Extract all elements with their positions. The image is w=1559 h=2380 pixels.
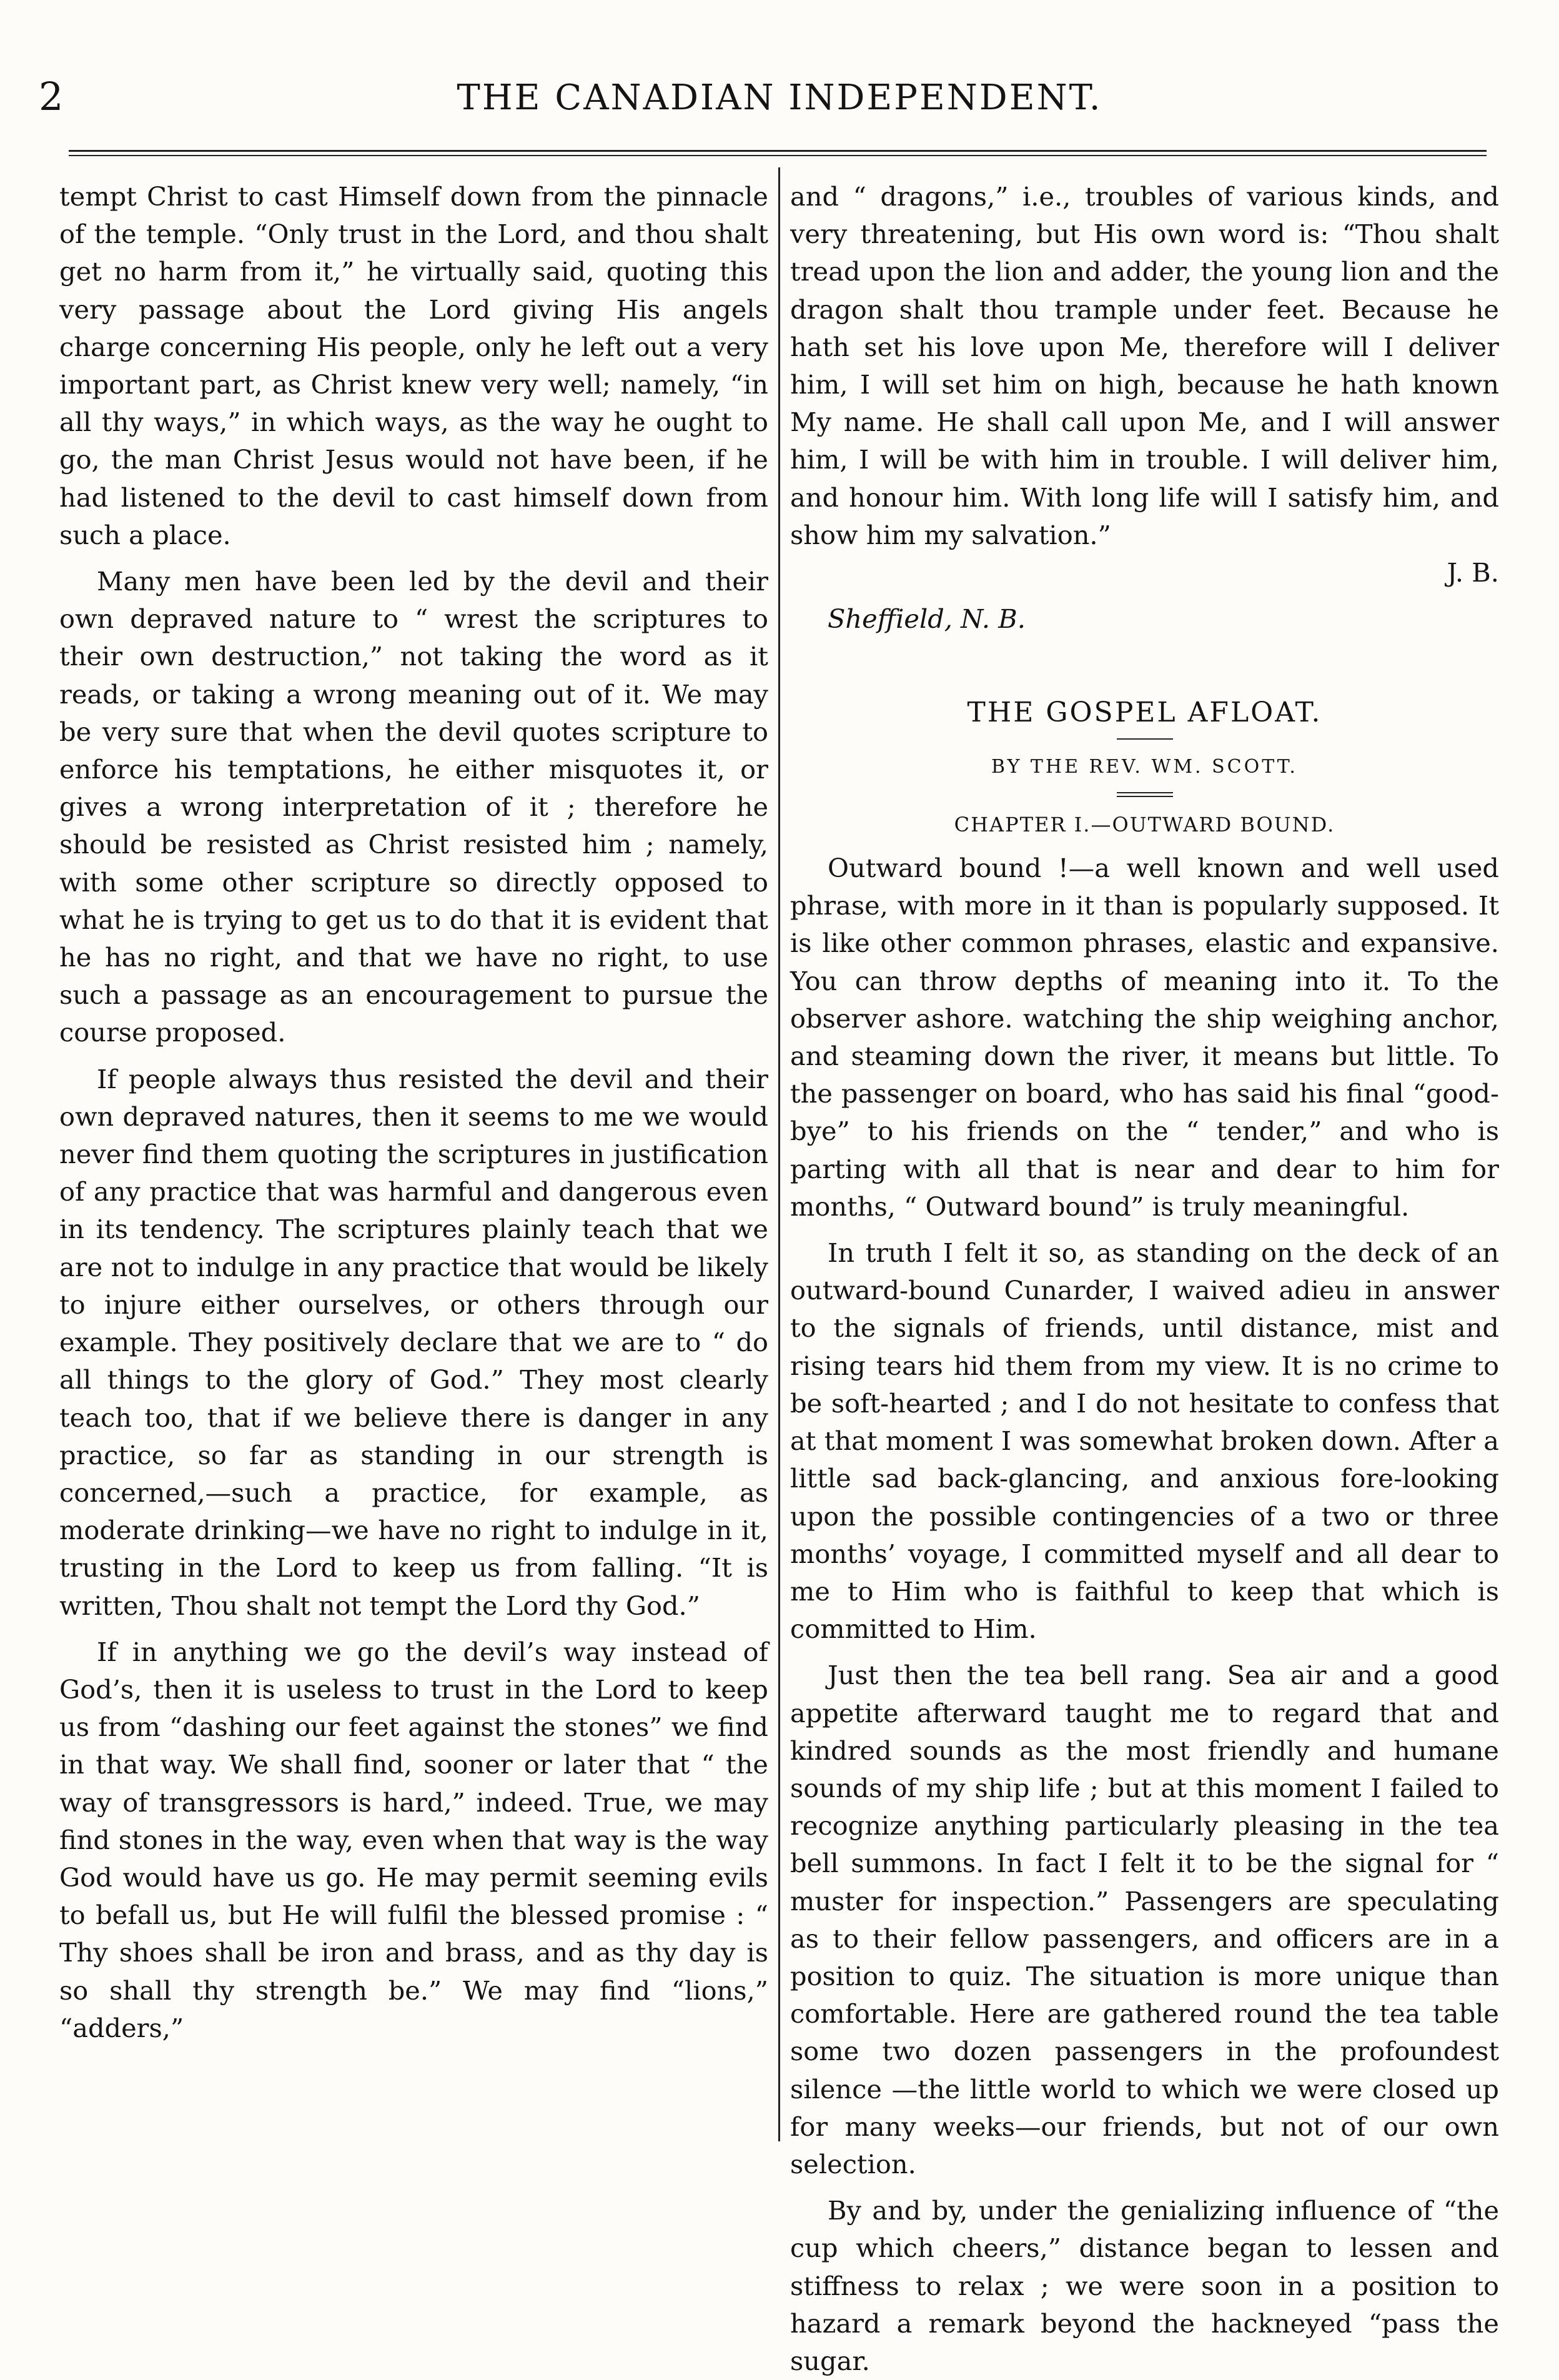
page-number: 2 [39,74,64,119]
left-paragraph-3: If people always thus resisted the devil and their own depraved natures, then it seems to me we would never find them quoting the scriptures in justification of any practice that was harmful and dangerous even in its tendency. The scriptures plainly teach that we are not to indulge in any practice that would be likely to injure either ourselves, or others through our example. They positively declare that we are to “ do all things to the glory of God.” They most clearly teach too, that if we believe there is danger in any practice, so far as standing in our strength is concerned,—such a practice, for example, as moderate drinking—we have no right to indulge in it, trusting in the Lord to keep us from falling. “It is written, Thou shalt not tempt the Lord thy God.” [59,1063,768,1621]
running-head: THE CANADIAN INDEPENDENT. [457,77,1102,118]
header-rule-bottom [69,155,1487,156]
author-rule [1117,792,1173,797]
left-column [59,178,768,2047]
left-paragraph-1: tempt Christ to cast Himself down from the pinnacle of the temple. “Only trust in the Lord, and thou shalt get no harm from it,” he virtually said, quoting this very passage about the Lord giving His angels charge concerning His people, only he left out a very important part, as Christ knew very well; namely, “in all thy ways,” in which ways, as the way he ought to go, the man Christ Jesus would not have been, if he had listened to the devil to cast himself down from such a place. [59,181,768,550]
article-title: THE GOSPEL AFLOAT. [967,697,1322,729]
place-line: Sheffield, N. B. [828,603,1026,635]
left-paragraph-4: If in anything we go the devil’s way instead of God’s, then it is useless to trust in the Lord to keep us from “dashing our feet against the stones” we find in that way. We shall find, sooner or later that “ the way of transgressors is hard,” indeed. True, we may find stones in the way, even when that way is the way God would have us go. He may permit seeming evils to befall us, but He will fulfil the blessed promise : “ Thy shoes shall be iron and brass, and as thy day is so shall thy strength be.” We may find “lions,” “adders,” [59,1636,768,2043]
article-author: BY THE REV. WM. SCOTT. [991,755,1298,778]
right-paragraph-5: By and by, under the genializing influence of “the cup which cheers,” distance began to lessen and stiffness to relax ; we were soon in a position to hazard a remark beyond the hackneyed “pass the sugar. [790,2195,1499,2376]
right-paragraph-2: Outward bound !—a well known and well used phrase, with more in it than is popularly supposed. It is like other common phrases, elastic and expansive. You can throw depths of meaning into it. To the observer ashore. watching the ship weighing anchor, and steaming down the river, it means but little. To the passenger on board, who has said his final “good-bye” to his friends on the “ tender,” and who is parting with all that is near and dear to him for months, “ Outward bound” is truly meaningful. [790,853,1499,1222]
left-paragraph-2: Many men have been led by the devil and their own depraved nature to “ wrest the scriptures to their own destruction,” not taking the word as it reads, or taking a wrong meaning out of it. We may be very sure that when the devil quotes scripture to enforce his temptations, he either misquotes it, or gives a wrong interpretation of it ; therefore he should be resisted as Christ resisted him ; namely, with some other scripture so directly opposed to what he is trying to get us to do that it is evident that he has no right, and that we have no right, to use such a passage as an encouragement to pursue the course proposed. [59,566,768,1048]
right-paragraph-1: and “ dragons,” i.e., troubles of various kinds, and very threatening, but His own word is: “Thou shalt tread upon the lion and adder, the young lion and the dragon shalt thou trample under feet. Because he hath set his love upon Me, therefore will I deliver him, I will set him on high, because he hath known My name. He shall call upon Me, and I will answer him, I will be with him in trouble. I will deliver him, and honour him. With long life will I satisfy him, and show him my salvation.” [790,181,1499,550]
title-rule [1117,738,1173,740]
column-divider [778,167,780,2141]
right-paragraph-3: In truth I felt it so, as standing on the deck of an outward-bound Cunarder, I waived adieu in answer to the signals of friends, until distance, mist and rising tears hid them from my view. It is no crime to be soft-hearted ; and I do not hesitate to confess that at that moment I was somewhat broken down. After a little sad back-glancing, and anxious fore-looking upon the possible contingencies of a two or three months’ voyage, I committed myself and all dear to me to Him who is faithful to keep that which is committed to Him. [790,1237,1499,1645]
header-rule-top [69,150,1487,152]
signature: J. B. [1447,557,1499,588]
chapter-title: CHAPTER I.—OUTWARD BOUND. [954,812,1335,836]
right-paragraph-4: Just then the tea bell rang. Sea air and a good appetite afterward taught me to regard that and kindred sounds as the most friendly and humane sounds of my ship life ; but at this moment I failed to recognize anything particularly pleasing in the tea bell summons. In fact I felt it to be the signal for “ muster for inspection.” Passengers are speculating as to their fellow passengers, and officers are in a position to quiz. The situation is more unique than comfortable. Here are gathered round the tea table some two dozen passengers in the profoundest silence —the little world to which we were closed up for many weeks—our friends, but not of our own selection. [790,1660,1499,2179]
right-column [790,178,1499,2380]
